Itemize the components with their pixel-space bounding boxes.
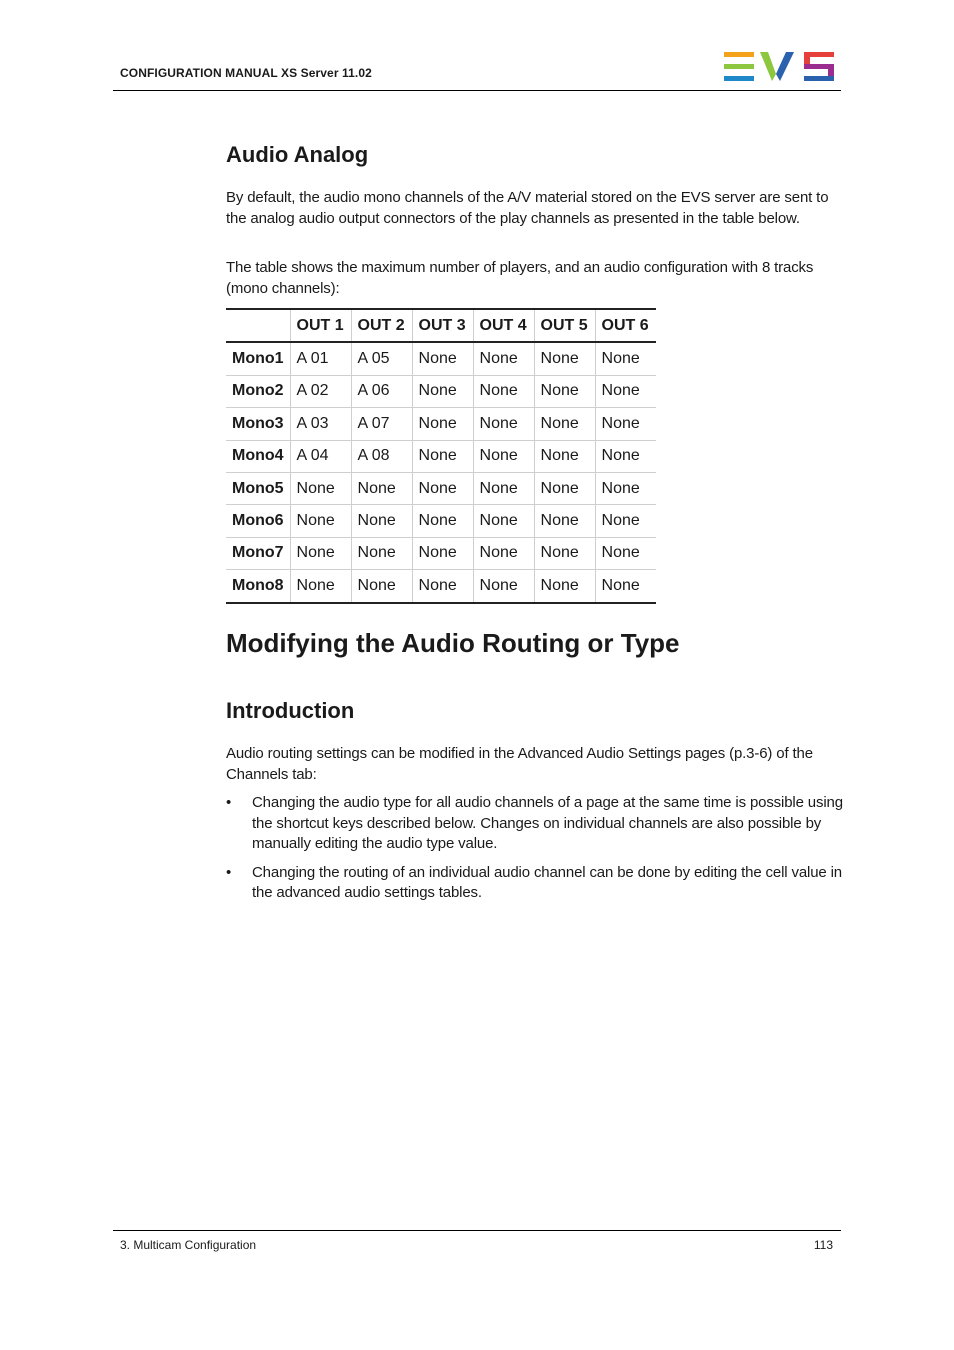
table-row bbox=[226, 472, 656, 504]
row-header-cell: Mono6 bbox=[226, 505, 290, 537]
header-title: CONFIGURATION MANUAL XS Server 11.02 bbox=[120, 66, 372, 80]
table-cell: A 03 bbox=[290, 408, 351, 440]
bullet-marker: • bbox=[226, 863, 232, 881]
list-item-text: Changing the routing of an individual audio channel can be done by editing the cell value in the advanced audio settings tables. bbox=[252, 863, 842, 901]
table-cell: None bbox=[412, 505, 473, 537]
table-row bbox=[226, 537, 656, 569]
column-header: OUT 1 bbox=[290, 309, 351, 342]
table-row bbox=[226, 375, 656, 407]
section-heading-modifying: Modifying the Audio Routing or Type bbox=[226, 628, 680, 658]
table-cell: None bbox=[412, 408, 473, 440]
logo-e bbox=[724, 52, 754, 81]
subheading-introduction: Introduction bbox=[226, 698, 355, 723]
section-heading-audio-analog: Audio Analog bbox=[226, 142, 369, 167]
table-cell: None bbox=[412, 537, 473, 569]
table-cell: None bbox=[351, 537, 412, 569]
table-cell: A 04 bbox=[290, 440, 351, 472]
column-header: OUT 5 bbox=[534, 309, 595, 342]
table-cell: None bbox=[595, 505, 656, 537]
table-header-row bbox=[226, 309, 656, 342]
table-cell: A 01 bbox=[290, 342, 351, 375]
column-header: OUT 2 bbox=[351, 309, 412, 342]
list-item-text: Changing the audio type for all audio channels of a page at the same time is possible using the shortcut keys described below. Changes on individual channels are also possible by manually editing the audio type value. bbox=[252, 794, 843, 852]
row-header-cell: Mono4 bbox=[226, 440, 290, 472]
paragraph-intro: By default, the audio mono channels of the A/V material stored on the EVS server are sent to the analog audio output connectors of the play channels as presented in the table below. bbox=[226, 189, 829, 227]
table-cell: None bbox=[534, 570, 595, 603]
table-cell: None bbox=[534, 505, 595, 537]
table-cell: None bbox=[351, 505, 412, 537]
table-cell: None bbox=[290, 472, 351, 504]
header-divider bbox=[113, 90, 841, 91]
table-cell: None bbox=[473, 440, 534, 472]
table-cell: None bbox=[595, 342, 656, 375]
table-cell: None bbox=[412, 570, 473, 603]
footer-chapter: 3. Multicam Configuration bbox=[120, 1238, 257, 1252]
table-cell: A 07 bbox=[351, 408, 412, 440]
table-cell: None bbox=[473, 570, 534, 603]
audio-routing-table bbox=[226, 308, 656, 604]
table-cell: None bbox=[534, 408, 595, 440]
table-cell: None bbox=[534, 472, 595, 504]
table-cell: None bbox=[534, 440, 595, 472]
row-header-cell: Mono3 bbox=[226, 408, 290, 440]
column-header: OUT 4 bbox=[473, 309, 534, 342]
bullet-marker: • bbox=[226, 794, 232, 811]
table-cell: None bbox=[290, 537, 351, 569]
table-cell: None bbox=[473, 342, 534, 375]
table-row bbox=[226, 505, 656, 537]
table-cell: None bbox=[412, 440, 473, 472]
column-header: OUT 6 bbox=[595, 309, 656, 342]
table-cell: None bbox=[351, 570, 412, 603]
table-cell: None bbox=[534, 537, 595, 569]
table-cell: None bbox=[595, 570, 656, 603]
table-cell: None bbox=[290, 570, 351, 603]
page-number: 113 bbox=[813, 1238, 833, 1252]
table-cell: None bbox=[595, 408, 656, 440]
table-cell: None bbox=[534, 342, 595, 375]
row-header-cell: Mono7 bbox=[226, 537, 290, 569]
table-row bbox=[226, 408, 656, 440]
table-cell: None bbox=[412, 342, 473, 375]
table-cell: None bbox=[412, 472, 473, 504]
evs-logo bbox=[724, 52, 836, 82]
table-cell: None bbox=[595, 375, 656, 407]
table-cell: None bbox=[595, 472, 656, 504]
table-row bbox=[226, 342, 656, 375]
table-corner-cell bbox=[226, 309, 290, 342]
table-cell: None bbox=[473, 472, 534, 504]
table-cell: None bbox=[290, 505, 351, 537]
logo-s bbox=[804, 52, 834, 81]
table-cell: A 08 bbox=[351, 440, 412, 472]
table-cell: None bbox=[473, 537, 534, 569]
table-cell: None bbox=[473, 505, 534, 537]
table-cell: None bbox=[534, 375, 595, 407]
list-item bbox=[226, 793, 846, 855]
table-cell: None bbox=[473, 408, 534, 440]
row-header-cell: Mono5 bbox=[226, 472, 290, 504]
table-row bbox=[226, 570, 656, 603]
column-header: OUT 3 bbox=[412, 309, 473, 342]
footer-divider bbox=[113, 1230, 841, 1231]
paragraph-routing: Audio routing settings can be modified in the Advanced Audio Settings pages (p.3-6) of the Channels tab: bbox=[226, 745, 813, 783]
row-header-cell: Mono8 bbox=[226, 570, 290, 603]
table-cell: None bbox=[351, 472, 412, 504]
paragraph-table-description: The table shows the maximum number of players, and an audio configuration with 8 tracks (mono channels): bbox=[226, 259, 814, 297]
table-cell: A 06 bbox=[351, 375, 412, 407]
table-cell: None bbox=[595, 537, 656, 569]
list-item bbox=[226, 863, 846, 904]
table-cell: A 05 bbox=[351, 342, 412, 375]
bullet-list bbox=[226, 793, 846, 912]
table-row bbox=[226, 440, 656, 472]
row-header-cell: Mono1 bbox=[226, 342, 290, 375]
table-cell: None bbox=[412, 375, 473, 407]
logo-v bbox=[760, 52, 794, 81]
table-cell: A 02 bbox=[290, 375, 351, 407]
table-cell: None bbox=[473, 375, 534, 407]
table-cell: None bbox=[595, 440, 656, 472]
row-header-cell: Mono2 bbox=[226, 375, 290, 407]
